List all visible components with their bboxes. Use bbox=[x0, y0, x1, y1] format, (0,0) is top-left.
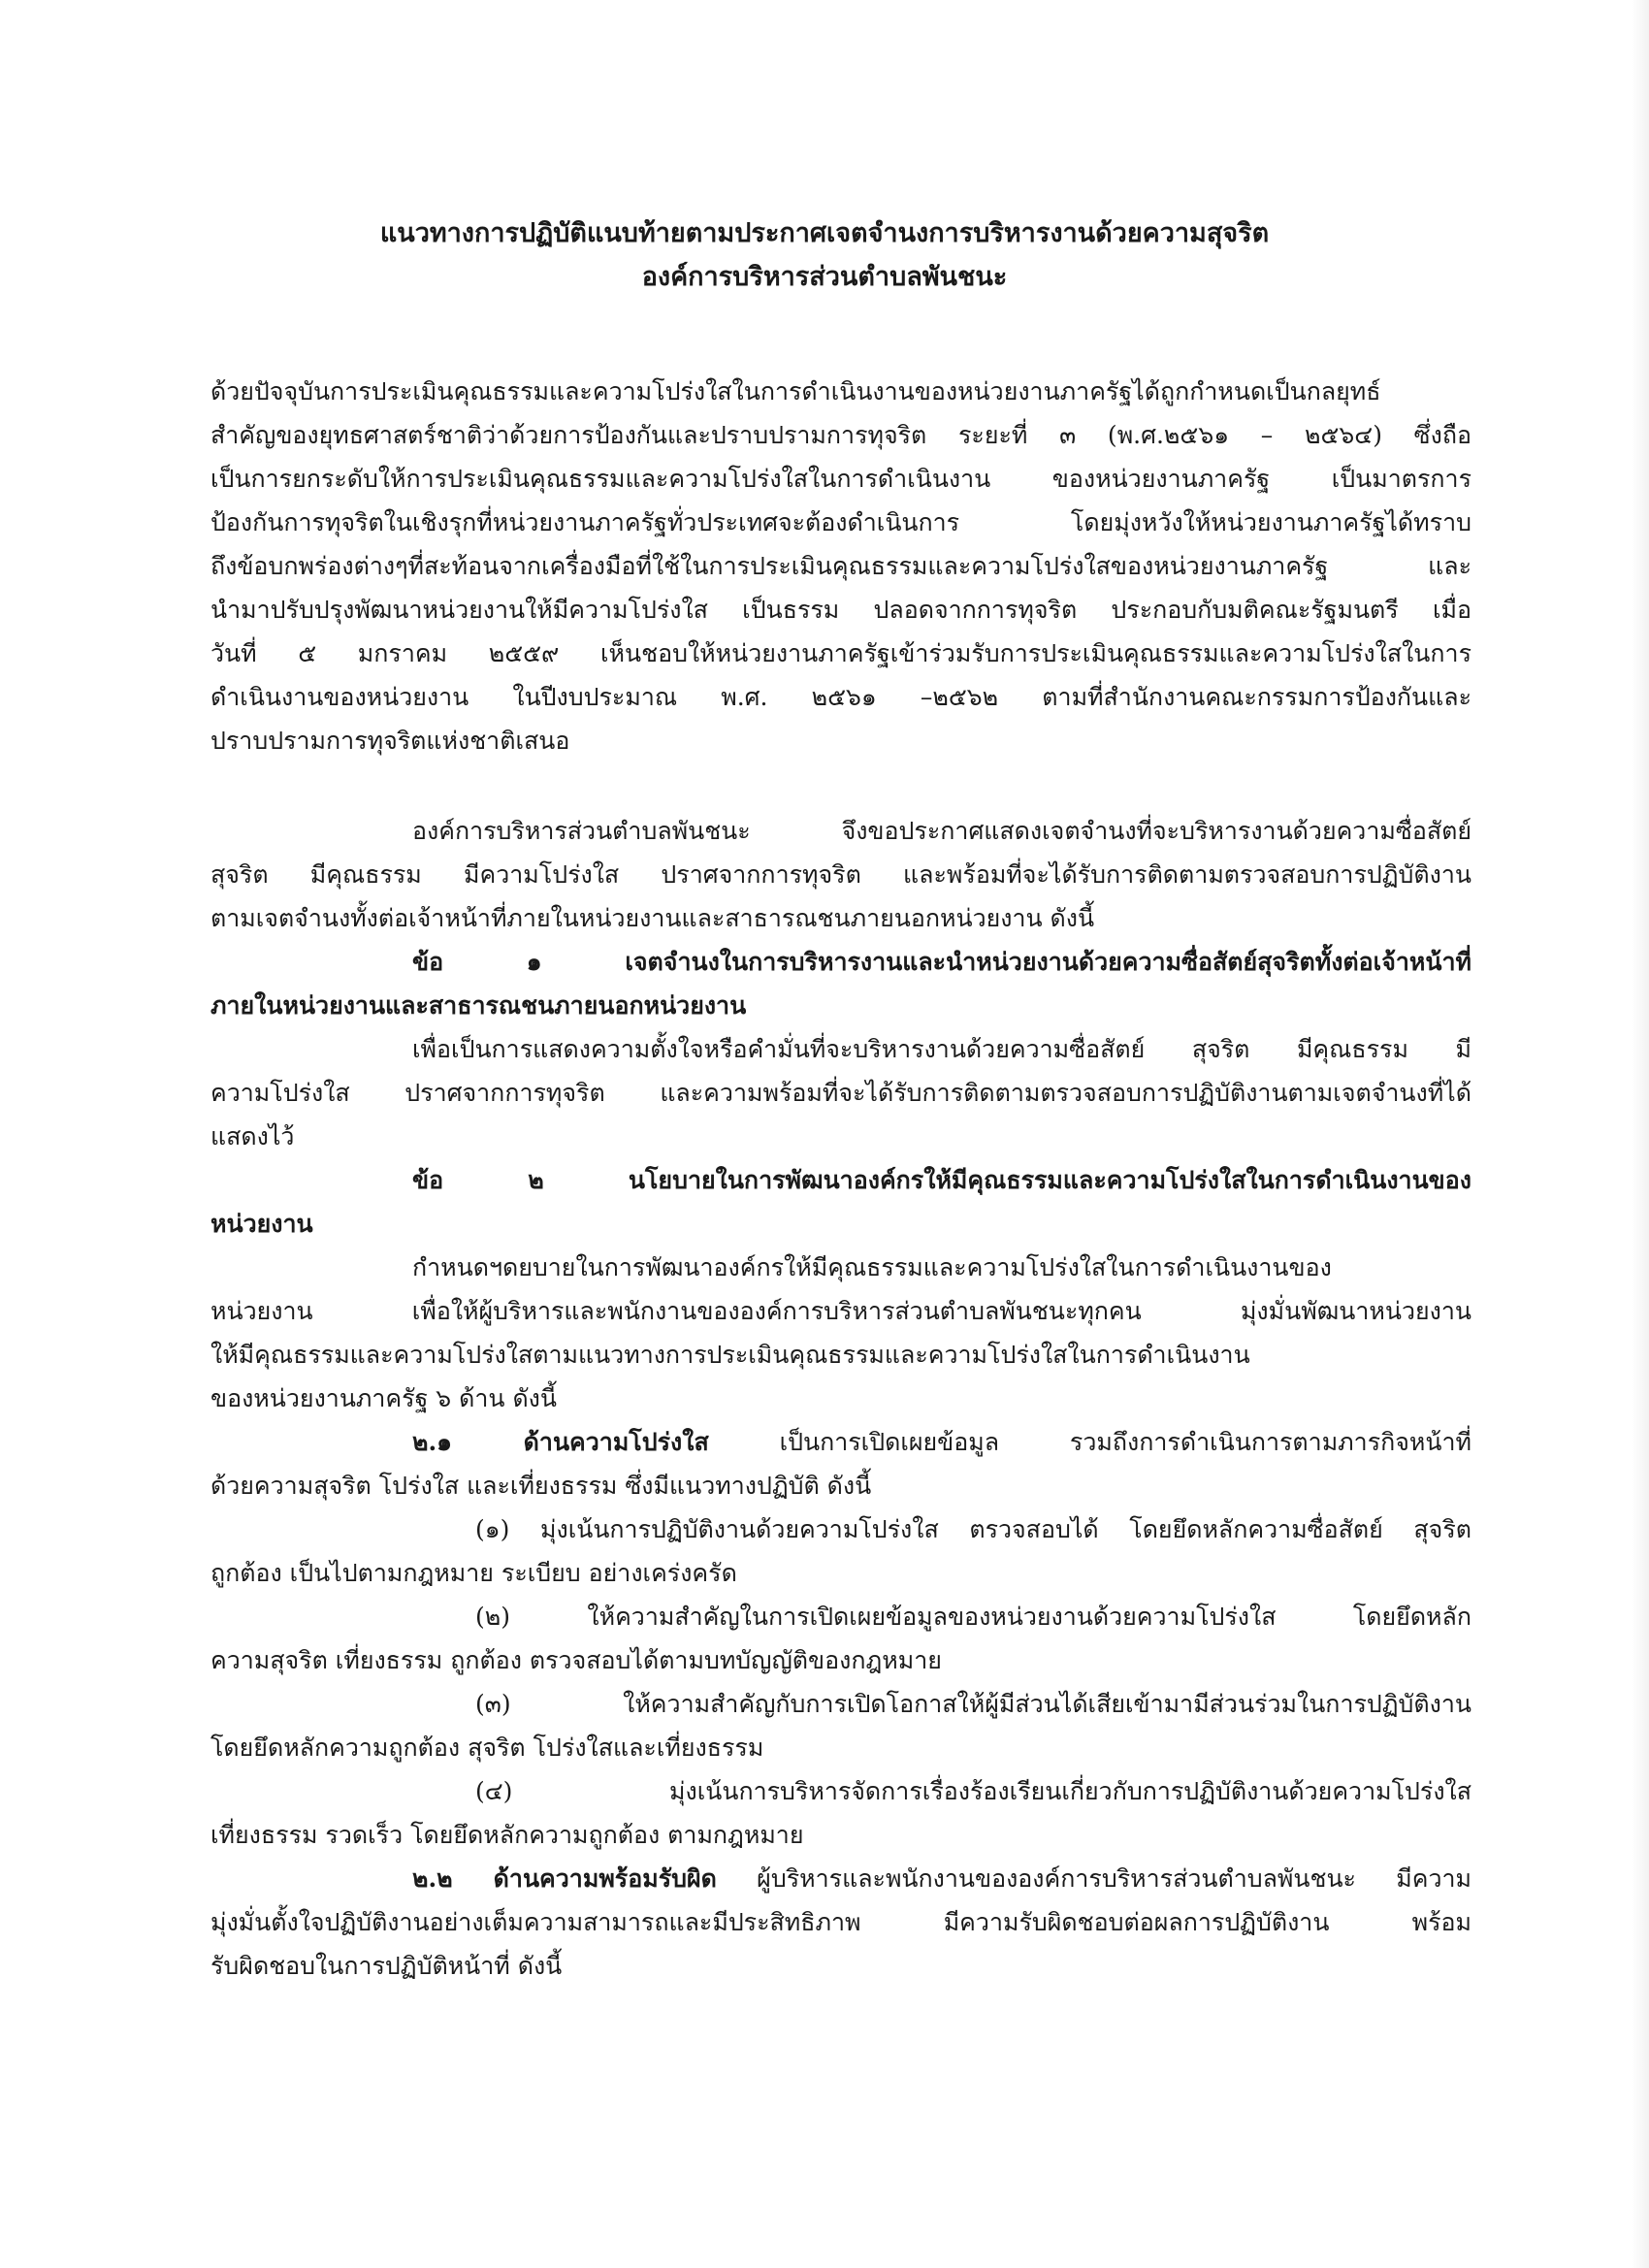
scan-edge-shadow bbox=[1632, 0, 1649, 2268]
section-2-1-heading: ๒.๑ ด้านความโปร่งใส bbox=[412, 1428, 709, 1456]
intro-line: ด้วยปัจจุบันการประเมินคุณธรรมและความโปร่งใสในการดำเนินงานของหน่วยงานภาครัฐได้ถูกกำหนดเป็นกลยุทธ์ bbox=[210, 377, 1381, 405]
document-title-line-1: แนวทางการปฏิบัติแนบท้ายตามประกาศเจตจำนงการบริหารงานด้วยความสุจริต bbox=[379, 218, 1270, 248]
guideline-item: (๑) มุ่งเน้นการปฏิบัติงานด้วยความโปร่งใส ตรวจสอบได้ โดยยึดหลักความซื่อสัตย์ สุจริต bbox=[475, 1515, 1471, 1543]
clause-2-heading: หน่วยงาน bbox=[210, 1210, 313, 1238]
intro-line: ปราบปรามการทุจริตแห่งชาติเสนอ bbox=[210, 727, 570, 755]
declaration-line: ตามเจตจำนงทั้งต่อเจ้าหน้าที่ภายในหน่วยงานและสาธารณชนภายนอกหน่วยงาน ดังนี้ bbox=[210, 904, 1095, 932]
guideline-item-continued: ความสุจริต เที่ยงธรรม ถูกต้อง ตรวจสอบได้ตามบทบัญญัติของกฎหมาย bbox=[210, 1646, 942, 1674]
clause-2-body-line: ของหน่วยงานภาครัฐ ๖ ด้าน ดังนี้ bbox=[210, 1384, 557, 1412]
declaration-line: องค์การบริหารส่วนตำบลพันชนะ จึงขอประกาศแสดงเจตจำนงที่จะบริหารงานด้วยความซื่อสัตย์ bbox=[412, 817, 1471, 845]
section-2-2-heading: ๒.๒ ด้านความพร้อมรับผิด bbox=[412, 1864, 717, 1893]
clause-2-heading: ข้อ ๒ นโยบายในการพัฒนาองค์กรให้มีคุณธรรมและความโปร่งใสในการดำเนินงานของ bbox=[412, 1166, 1471, 1194]
guideline-item: (๔) มุ่งเน้นการบริหารจัดการเรื่องร้องเรียนเกี่ยวกับการปฏิบัติงานด้วยความโปร่งใส bbox=[475, 1777, 1471, 1805]
intro-line: วันที่ ๕ มกราคม ๒๕๕๙ เห็นชอบให้หน่วยงานภาครัฐเข้าร่วมรับการประเมินคุณธรรมและความโปร่งใสในการ bbox=[210, 639, 1471, 667]
section-2-2-line: มุ่งมั่นตั้งใจปฏิบัติงานอย่างเต็มความสามารถและมีประสิทธิภาพ มีความรับผิดชอบต่อผลการปฏิบัติงาน พร้อม bbox=[210, 1908, 1471, 1936]
guideline-item: (๒) ให้ความสำคัญในการเปิดเผยข้อมูลของหน่วยงานด้วยความโปร่งใส โดยยึดหลัก bbox=[475, 1603, 1471, 1631]
intro-line: ถึงข้อบกพร่องต่างๆที่สะท้อนจากเครื่องมือที่ใช้ในการประเมินคุณธรรมและความโปร่งใสของหน่วยงานภาครัฐ และ bbox=[210, 552, 1471, 580]
clause-1-heading: ข้อ ๑ เจตจำนงในการบริหารงานและนำหน่วยงานด้วยความซื่อสัตย์สุจริตทั้งต่อเจ้าหน้าที่ bbox=[412, 948, 1471, 976]
section-2-1-text: เป็นการเปิดเผยข้อมูล รวมถึงการดำเนินการตามภารกิจหน้าที่ bbox=[708, 1428, 1471, 1456]
intro-line: ดำเนินงานของหน่วยงาน ในปีงบประมาณ พ.ศ. ๒๕๖๑ –๒๕๖๒ ตามที่สำนักงานคณะกรรมการป้องกันและ bbox=[210, 683, 1471, 711]
section-2-2-text: ผู้บริหารและพนักงานขององค์การบริหารส่วนตำบลพันชนะ มีความ bbox=[716, 1864, 1472, 1893]
clause-1-body-line: แสดงไว้ bbox=[210, 1122, 295, 1150]
intro-line: สำคัญของยุทธศาสตร์ชาติว่าด้วยการป้องกันและปราบปรามการทุจริต ระยะที่ ๓ (พ.ศ.๒๕๖๑ – ๒๕๖๔) ซึ่งถือ bbox=[210, 421, 1471, 449]
clause-1-body-line: ความโปร่งใส ปราศจากการทุจริต และความพร้อมที่จะได้รับการติดตามตรวจสอบการปฏิบัติงานตามเจตจำนงที่ได้ bbox=[210, 1079, 1471, 1107]
guideline-item: (๓) ให้ความสำคัญกับการเปิดโอกาสให้ผู้มีส่วนได้เสียเข้ามามีส่วนร่วมในการปฏิบัติงาน bbox=[475, 1690, 1471, 1718]
clause-1-body-line: เพื่อเป็นการแสดงความตั้งใจหรือคำมั่นที่จะบริหารงานด้วยความซื่อสัตย์ สุจริต มีคุณธรรม มี bbox=[412, 1035, 1471, 1063]
section-2-1-line: ด้วยความสุจริต โปร่งใส และเที่ยงธรรม ซึ่งมีแนวทางปฏิบัติ ดังนี้ bbox=[210, 1472, 872, 1500]
clause-2-body-line: หน่วยงาน เพื่อให้ผู้บริหารและพนักงานขององค์การบริหารส่วนตำบลพันชนะทุกคน มุ่งมั่นพัฒนาหน่วยงาน bbox=[210, 1297, 1471, 1325]
intro-line: ป้องกันการทุจริตในเชิงรุกที่หน่วยงานภาครัฐทั่วประเทศจะต้องดำเนินการ โดยมุ่งหวังให้หน่วยงานภาครัฐได้ทราบ bbox=[210, 508, 1471, 536]
clause-2-body-line: ให้มีคุณธรรมและความโปร่งใสตามแนวทางการประเมินคุณธรรมและความโปร่งใสในการดำเนินงาน bbox=[210, 1341, 1250, 1369]
intro-line: เป็นการยกระดับให้การประเมินคุณธรรมและความโปร่งใสในการดำเนินงาน ของหน่วยงานภาครัฐ เป็นมาตรการ bbox=[210, 465, 1471, 493]
guideline-item-continued: ถูกต้อง เป็นไปตามกฎหมาย ระเบียบ อย่างเคร่งครัด bbox=[210, 1559, 737, 1587]
section-2-2-line bbox=[412, 1862, 1471, 1896]
document-title-line-2: องค์การบริหารส่วนตำบลพันชนะ bbox=[641, 262, 1008, 292]
guideline-item-continued: เที่ยงธรรม รวดเร็ว โดยยึดหลักความถูกต้อง ตามกฎหมาย bbox=[210, 1821, 804, 1849]
section-2-2-line: รับผิดชอบในการปฏิบัติหน้าที่ ดังนี้ bbox=[210, 1952, 563, 1980]
declaration-line: สุจริต มีคุณธรรม มีความโปร่งใส ปราศจากการทุจริต และพร้อมที่จะได้รับการติดตามตรวจสอบการปฏิบัติงาน bbox=[210, 860, 1471, 889]
guideline-item-continued: โดยยึดหลักความถูกต้อง สุจริต โปร่งใสและเที่ยงธรรม bbox=[210, 1733, 764, 1762]
clause-2-body-line: กำหนดฯดยบายในการพัฒนาองค์กรให้มีคุณธรรมและความโปร่งใสในการดำเนินงานของ bbox=[412, 1253, 1332, 1281]
section-2-1-line bbox=[412, 1425, 1471, 1460]
clause-1-heading: ภายในหน่วยงานและสาธารณชนภายนอกหน่วยงาน bbox=[210, 991, 747, 1020]
intro-line: นำมาปรับปรุงพัฒนาหน่วยงานให้มีความโปร่งใส เป็นธรรม ปลอดจากการทุจริต ประกอบกับมติคณะรัฐมนตรี เมื่อ bbox=[210, 596, 1471, 624]
